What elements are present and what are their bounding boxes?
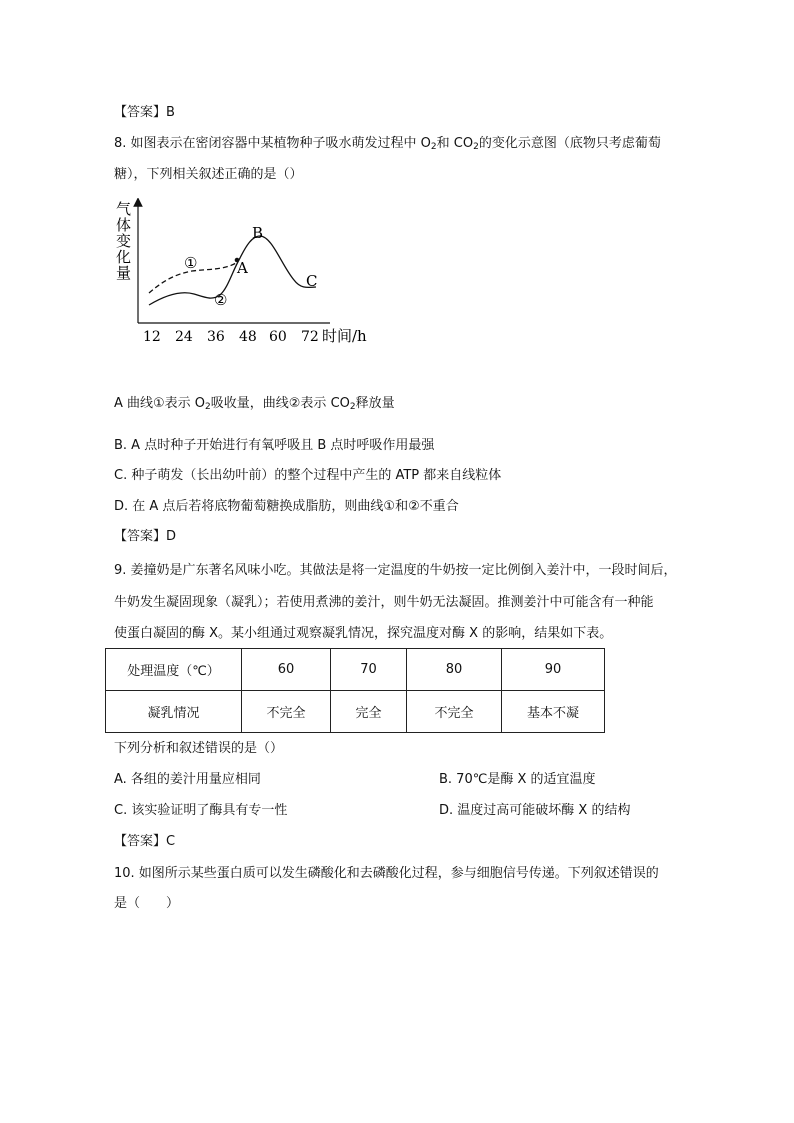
q8-option-d: D. 在 A 点后若将底物葡萄糖换成脂肪，则曲线①和②不重合 (114, 499, 459, 514)
q8-sub-o2: 2 (430, 142, 437, 152)
xtick-1: 24 (175, 329, 193, 345)
q9-stem-line1: 9. 姜撞奶是广东著名风味小吃。其做法是将一定温度的牛奶按一定比例倒入姜汁中，一段时间后， (114, 563, 677, 578)
q8-stem-line1 (114, 135, 661, 156)
q8-option-b: B. A 点时种子开始进行有氧呼吸且 B 点时呼吸作用最强 (114, 438, 435, 453)
ylabel-char-4: 量 (116, 264, 132, 282)
table-cell: 60 (242, 649, 331, 691)
q8-stem-a: 8. 如图表示在密闭容器中某植物种子吸水萌发过程中 O (114, 136, 431, 151)
q10-stem-line2: 是（ ） (114, 896, 180, 911)
curve-2-solid (149, 236, 316, 305)
table-cell: 凝乳情况 (106, 691, 242, 733)
q10-stem-line1: 10. 如图所示某些蛋白质可以发生磷酸化和去磷酸化过程，参与细胞信号传递。下列叙述错误的 (114, 866, 659, 881)
table-cell: 基本不凝 (502, 691, 605, 733)
q9-option-d: D. 温度过高可能破坏酶 X 的结构 (439, 803, 631, 818)
label-b: B (252, 224, 264, 242)
q9-answer: 【答案】C (114, 834, 176, 849)
xtick-3: 48 (239, 329, 257, 345)
q8-opt-a-sub2: 2 (349, 402, 356, 412)
q9-stem-line2: 牛奶发生凝固现象（凝乳）；若使用煮沸的姜汁，则牛奶无法凝固。推测姜汁中可能含有一种能 (114, 595, 654, 610)
q8-option-a (114, 395, 395, 416)
label-c: C (306, 272, 318, 290)
q7-answer: 【答案】B (114, 105, 175, 120)
q8-graph (112, 198, 392, 348)
xtick-0: 12 (143, 329, 161, 345)
ylabel-char-2: 变 (116, 232, 132, 250)
xtick-4: 60 (269, 329, 287, 345)
label-a: A (237, 259, 248, 277)
q9-prompt: 下列分析和叙述错误的是（） (114, 741, 284, 756)
xlabel: 时间/h (322, 327, 367, 345)
q8-opt-a-sub1: 2 (205, 402, 211, 412)
q9-stem-line3: 使蛋白凝固的酶 X。某小组通过观察凝乳情况，探究温度对酶 X 的影响，结果如下表。 (114, 626, 613, 641)
table-cell: 处理温度（℃） (106, 649, 242, 691)
q8-opt-a-part3: 释放量 (355, 396, 395, 411)
curve-2-label: ② (214, 291, 228, 309)
ylabel-char-3: 化 (116, 248, 132, 266)
ylabel-char-1: 体 (116, 216, 132, 234)
q8-sub-co2: 2 (473, 142, 479, 152)
table-cell: 不完全 (407, 691, 502, 733)
table-cell: 完全 (331, 691, 407, 733)
q8-option-c: C. 种子萌发（长出幼叶前）的整个过程中产生的 ATP 都来自线粒体 (114, 468, 502, 483)
ylabel-char-0: 气 (116, 200, 132, 218)
table-row (106, 691, 605, 733)
q8-stem-line2: 糖），下列相关叙述正确的是（） (114, 167, 303, 182)
q8-opt-a-part2: 吸收量，曲线②表示 CO (210, 396, 350, 411)
q9-option-c: C. 该实验证明了酶具有专一性 (114, 803, 288, 818)
table-cell: 70 (331, 649, 407, 691)
xtick-2: 36 (207, 329, 225, 345)
table-row (106, 649, 605, 691)
q9-results-table (105, 648, 605, 733)
q9-option-a: A. 各组的姜汁用量应相同 (114, 772, 261, 787)
q9-option-b: B. 70℃是酶 X 的适宜温度 (439, 772, 596, 787)
curve-1-label: ① (184, 254, 198, 272)
table-cell: 80 (407, 649, 502, 691)
q8-stem-c: 的变化示意图（底物只考虑葡萄 (478, 136, 661, 151)
table-cell: 不完全 (242, 691, 331, 733)
table-cell: 90 (502, 649, 605, 691)
q8-stem-b: 和 CO (436, 136, 474, 151)
xtick-5: 72 (301, 329, 319, 345)
q8-opt-a-part1: A 曲线①表示 O (114, 396, 206, 411)
q8-answer: 【答案】D (114, 529, 177, 544)
